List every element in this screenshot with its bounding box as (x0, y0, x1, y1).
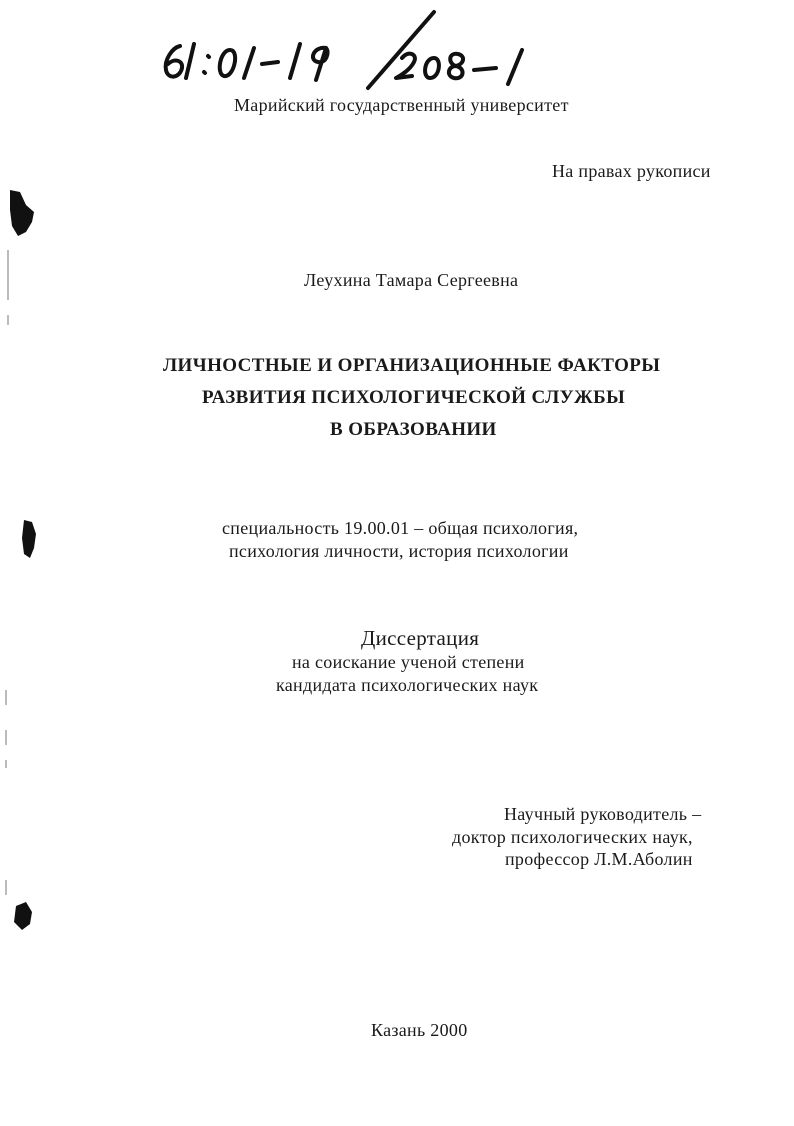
binding-hole-mark-3 (14, 902, 32, 930)
title-line-3: В ОБРАЗОВАНИИ (330, 419, 497, 440)
rights-note: На правах рукописи (552, 161, 711, 181)
supervisor-line-3: профессор Л.М.Аболин (505, 849, 693, 869)
dissertation-heading: Диссертация (361, 626, 480, 650)
binding-hole-mark-2 (22, 520, 36, 558)
handwritten-archive-number-drawing (150, 8, 550, 98)
title-line-2: РАЗВИТИЯ ПСИХОЛОГИЧЕСКОЙ СЛУЖБЫ (202, 387, 626, 408)
specialty-line-1: специальность 19.00.01 – общая психология, (222, 518, 579, 538)
binding-hole-mark-1 (10, 190, 34, 236)
supervisor-line-2: доктор психологических наук, (452, 827, 693, 847)
author-name: Леухина Тамара Сергеевна (304, 270, 519, 290)
supervisor-line-1: Научный руководитель – (504, 804, 702, 824)
scan-margin-marks (0, 0, 60, 1126)
specialty-line-2: психология личности, история психологии (229, 541, 569, 561)
handwritten-archive-number (150, 8, 550, 98)
dissertation-line-2: кандидата психологических наук (276, 675, 539, 695)
university-name: Марийский государственный университет (234, 95, 569, 115)
title-line-1: ЛИЧНОСТНЫЕ И ОРГАНИЗАЦИОННЫЕ ФАКТОРЫ (163, 355, 661, 376)
dissertation-line-1: на соискание ученой степени (292, 652, 525, 672)
city-year: Казань 2000 (371, 1020, 468, 1040)
scan-margin-marks-drawing (0, 0, 60, 1126)
